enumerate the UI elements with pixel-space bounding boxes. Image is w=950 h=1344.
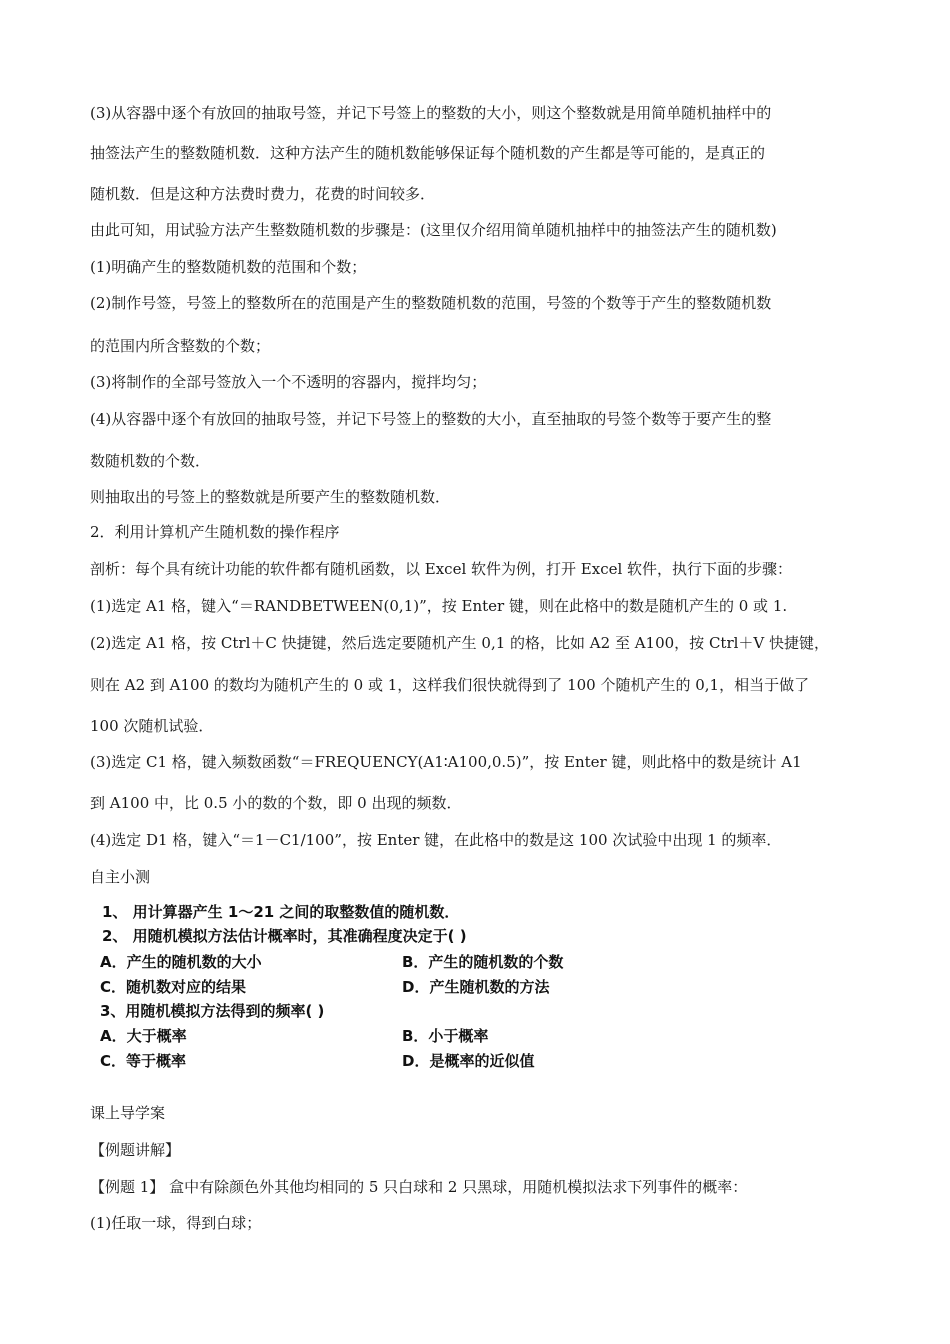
quiz-question-1: 1、 用计算器产生 1～21 之间的取整数值的随机数．	[102, 903, 460, 921]
paragraph-line: 到 A100 中，比 0.5 小的数的个数，即 0 出现的频数．	[90, 794, 462, 812]
paragraph-line: (4)选定 D1 格，键入“＝1－C1/100”，按 Enter 键，在此格中的数是这 100 次试验中出现 1 的频率．	[90, 831, 782, 849]
quiz-option: A．大于概率	[100, 1027, 187, 1045]
paragraph-line: 则抽取出的号签上的整数就是所要产生的整数随机数．	[90, 488, 451, 506]
quiz-option: D．是概率的近似值	[402, 1052, 535, 1070]
quiz-option: A．产生的随机数的大小	[100, 953, 262, 971]
paragraph-line: 抽签法产生的整数随机数．这种方法产生的随机数能够保证每个随机数的产生都是等可能的，是真正的	[90, 144, 766, 162]
section-heading: 自主小测	[90, 868, 151, 886]
paragraph-line: 则在 A2 到 A100 的数均为随机产生的 0 或 1，这样我们很快就得到了 100 个随机产生的 0,1，相当于做了	[90, 676, 810, 694]
quiz-question-2: 2、 用随机模拟方法估计概率时，其准确程度决定于( )	[102, 927, 467, 945]
paragraph-line: (3)将制作的全部号签放入一个不透明的容器内，搅拌均匀；	[90, 373, 487, 391]
paragraph-line: (4)从容器中逐个有放回的抽取号签，并记下号签上的整数的大小，直至抽取的号签个数等于要产生的整	[90, 410, 772, 428]
example-1-part-1: (1)任取一球，得到白球；	[90, 1214, 262, 1232]
paragraph-line: (1)选定 A1 格，键入“＝RANDBETWEEN(0,1)”，按 Enter 键，则在此格中的数是随机产生的 0 或 1.	[90, 597, 788, 615]
quiz-option: C．等于概率	[100, 1052, 187, 1070]
quiz-option: D．产生随机数的方法	[402, 978, 550, 996]
example-header: 【例题讲解】	[90, 1141, 181, 1159]
paragraph-line: (3)选定 C1 格，键入频数函数“＝FREQUENCY(A1∶A100,0.5)”，按 Enter 键，则此格中的数是统计 A1	[90, 753, 802, 771]
section-heading: 2．利用计算机产生随机数的操作程序	[90, 523, 340, 541]
paragraph-line: 数随机数的个数．	[90, 452, 211, 470]
section-heading: 课上导学案	[90, 1104, 166, 1122]
quiz-option: B．小于概率	[402, 1027, 489, 1045]
paragraph-line: (1)明确产生的整数随机数的范围和个数；	[90, 258, 367, 276]
paragraph-line: (2)选定 A1 格，按 Ctrl＋C 快捷键，然后选定要随机产生 0,1 的格，比如 A2 至 A100，按 Ctrl＋V 快捷键，	[90, 634, 830, 652]
quiz-question-3: 3、用随机模拟方法得到的频率( )	[100, 1002, 325, 1020]
paragraph-line: 100 次随机试验．	[90, 717, 214, 735]
paragraph-line: (2)制作号签，号签上的整数所在的范围是产生的整数随机数的范围，号签的个数等于产生的整数随机数	[90, 294, 772, 312]
paragraph-line: 由此可知，用试验方法产生整数随机数的步骤是：(这里仅介绍用简单随机抽样中的抽签法产生的随机数)	[90, 221, 777, 239]
paragraph-line: 剖析：每个具有统计功能的软件都有随机函数，以 Excel 软件为例，打开 Excel 软件，执行下面的步骤：	[90, 560, 793, 578]
quiz-option: B．产生的随机数的个数	[402, 953, 564, 971]
example-1-text: 【例题 1】 盒中有除颜色外其他均相同的 5 只白球和 2 只黑球，用随机模拟法求下列事件的概率：	[90, 1178, 748, 1196]
paragraph-line: 随机数．但是这种方法费时费力，花费的时间较多．	[90, 185, 436, 203]
quiz-option: C．随机数对应的结果	[100, 978, 247, 996]
paragraph-line: (3)从容器中逐个有放回的抽取号签，并记下号签上的整数的大小，则这个整数就是用简单随机抽样中的	[90, 104, 772, 122]
self-test-quiz-image	[100, 897, 620, 1077]
paragraph-line: 的范围内所含整数的个数；	[90, 337, 271, 355]
